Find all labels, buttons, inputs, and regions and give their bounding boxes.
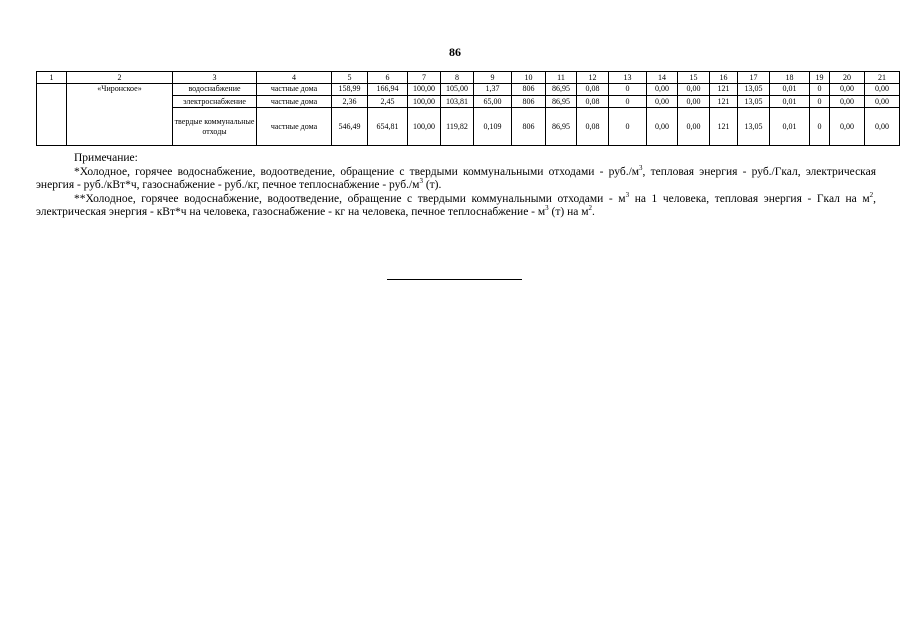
- table-cell: 100,00: [408, 96, 441, 108]
- table-cell: 0: [609, 84, 647, 96]
- table-cell: 0,00: [678, 108, 710, 146]
- table-cell: 121: [710, 108, 738, 146]
- table-cell: 13,05: [738, 108, 770, 146]
- column-header: 12: [577, 72, 609, 84]
- table-cell: 0: [810, 108, 830, 146]
- table-cell: 86,95: [546, 96, 577, 108]
- table-cell: 103,81: [441, 96, 474, 108]
- table-cell: 0,00: [830, 108, 865, 146]
- table-cell: 0,01: [770, 84, 810, 96]
- table-cell: 2,45: [368, 96, 408, 108]
- notes-section: [36, 152, 876, 220]
- column-header: 7: [408, 72, 441, 84]
- column-header: 19: [810, 72, 830, 84]
- column-header: 17: [738, 72, 770, 84]
- end-divider: [387, 279, 522, 280]
- column-header: 16: [710, 72, 738, 84]
- table-cell: частные дома: [257, 108, 332, 146]
- column-header: 3: [173, 72, 257, 84]
- column-header: 21: [865, 72, 900, 84]
- table-cell: 86,95: [546, 108, 577, 146]
- table-cell: 0,00: [678, 84, 710, 96]
- column-header: 11: [546, 72, 577, 84]
- column-header: 6: [368, 72, 408, 84]
- table-cell: 0,01: [770, 96, 810, 108]
- table-cell: 0,00: [647, 84, 678, 96]
- column-header: 15: [678, 72, 710, 84]
- table-cell: 100,00: [408, 84, 441, 96]
- table-cell: 0,00: [647, 96, 678, 108]
- table-cell: электроснабжение: [173, 96, 257, 108]
- table-cell: 166,94: [368, 84, 408, 96]
- note-units: *Холодное, горячее водоснабжение, водоотведение, обращение с твердыми коммунальными отходами - $руб./м^3$, тепловая энергия - руб./Гкал, электрическая энергия - руб./кВт*ч, газоснабжение - руб./кг, печное теплоснабжение - $руб./м^3$ (т).: [36, 163, 876, 191]
- table-cell: частные дома: [257, 84, 332, 96]
- column-header: 4: [257, 72, 332, 84]
- table-cell: частные дома: [257, 96, 332, 108]
- page-number: 86: [449, 45, 461, 59]
- table-cell: твердые коммунальные отходы: [173, 108, 257, 146]
- table-cell: 0,00: [830, 96, 865, 108]
- table-cell: 0: [609, 96, 647, 108]
- table-cell: 100,00: [408, 108, 441, 146]
- column-header: 13: [609, 72, 647, 84]
- column-header: 18: [770, 72, 810, 84]
- table-cell: 806: [512, 84, 546, 96]
- table-cell: 806: [512, 96, 546, 108]
- table-cell: 158,99: [332, 84, 368, 96]
- table-cell: 546,49: [332, 108, 368, 146]
- tariff-table: [36, 71, 900, 146]
- table-cell: 0,00: [865, 96, 900, 108]
- table-cell: 121: [710, 84, 738, 96]
- table-cell: водоснабжение: [173, 84, 257, 96]
- table-cell: 86,95: [546, 84, 577, 96]
- table-cell: 654,81: [368, 108, 408, 146]
- table-cell: 0: [810, 96, 830, 108]
- column-header: 1: [37, 72, 67, 84]
- table-cell: 65,00: [474, 96, 512, 108]
- table-cell: 13,05: [738, 96, 770, 108]
- column-header: 5: [332, 72, 368, 84]
- column-header: 20: [830, 72, 865, 84]
- location-cell: «Чиронское»: [67, 84, 173, 146]
- column-header: 9: [474, 72, 512, 84]
- table-row: [37, 84, 900, 96]
- table-cell: 0,00: [647, 108, 678, 146]
- table-cell: 0: [609, 108, 647, 146]
- table-cell: 0,00: [865, 108, 900, 146]
- table-cell: 0,08: [577, 96, 609, 108]
- table-cell: [37, 84, 67, 146]
- column-header: 8: [441, 72, 474, 84]
- column-header: 14: [647, 72, 678, 84]
- table-header-row: [37, 72, 900, 84]
- table-cell: 13,05: [738, 84, 770, 96]
- table-cell: 2,36: [332, 96, 368, 108]
- column-header: 10: [512, 72, 546, 84]
- table-cell: 0: [810, 84, 830, 96]
- table-cell: 0,00: [830, 84, 865, 96]
- table-cell: 806: [512, 108, 546, 146]
- table-cell: 119,82: [441, 108, 474, 146]
- note-norm-units: **Холодное, горячее водоснабжение, водоотведение, обращение с твердыми коммунальными отходами - $м^3$ на 1 человека, тепловая энергия - Гкал на $м^2$, электрическая энергия - кВт*ч на человека, газоснабжение - кг на человека, печное теплоснабжение - $м^3$ (т) на $м^2$.: [36, 190, 877, 218]
- table-cell: 0,08: [577, 108, 609, 146]
- notes-title: Примечание:: [74, 152, 138, 164]
- table-cell: 0,109: [474, 108, 512, 146]
- table-cell: 0,01: [770, 108, 810, 146]
- table-cell: 1,37: [474, 84, 512, 96]
- table-cell: 105,00: [441, 84, 474, 96]
- table-cell: 0,00: [865, 84, 900, 96]
- table-cell: 0,08: [577, 84, 609, 96]
- column-header: 2: [67, 72, 173, 84]
- table-cell: 121: [710, 96, 738, 108]
- table-cell: 0,00: [678, 96, 710, 108]
